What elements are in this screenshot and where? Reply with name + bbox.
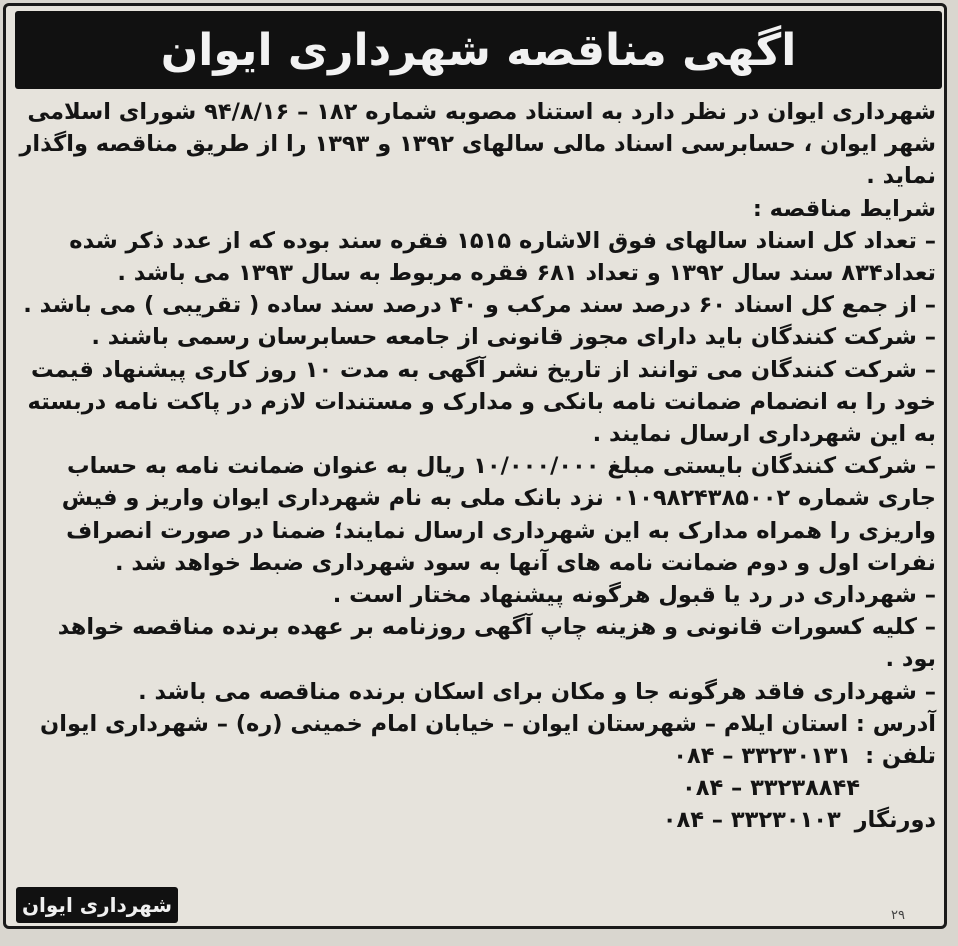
phone-label: تلفن :	[865, 743, 936, 770]
condition-item: – شرکت کنندگان باید دارای مجوز قانونی از جامعه حسابرسان رسمی باشند .	[91, 324, 936, 351]
phone-number-1: ۰۸۴ – ۳۳۲۳۰۱۳۱	[673, 743, 852, 770]
address-line: آدرس : استان ایلام – شهرستان ایوان – خیابان امام خمینی (ره) – شهرداری ایوان	[40, 710, 936, 737]
phone-row-2	[18, 772, 936, 804]
phone-number-2: ۰۸۴ – ۳۳۲۳۸۸۴۴	[682, 775, 860, 802]
fax-row	[18, 804, 936, 836]
condition-item: – شهرداری فاقد هرگونه جا و مکان برای اسکان برنده مناقصه می باشد .	[138, 678, 936, 705]
page-number: ۲۹	[891, 908, 905, 923]
condition-item: – شرکت کنندگان می توانند از تاریخ نشر آگهی به مدت ۱۰ روز کاری پیشنهاد قیمت خود را به انضمام ضمانت نامه بانکی و مدارک و مستندات لازم در پاکت نامه دربسته به این شهرداری ارسال نمایند .	[27, 356, 936, 448]
fax-label: دورنگار	[854, 807, 936, 834]
condition-item: – از جمع کل اسناد ۶۰ درصد سند مرکب و ۴۰ درصد سند ساده ( تقریبی ) می باشد .	[23, 292, 936, 319]
notice-body	[18, 96, 936, 837]
condition-item: – تعداد کل اسناد سالهای فوق الاشاره ۱۵۱۵ فقره سند بوده که از عدد ذکر شده تعداد۸۳۴ سند سال ۱۳۹۲ و تعداد ۶۸۱ فقره مربوط به سال ۱۳۹۳ می باشد .	[69, 227, 936, 287]
phone-row	[18, 740, 936, 772]
fax-number: ۰۸۴ – ۳۳۲۳۰۱۰۳	[662, 807, 841, 834]
condition-item: – شهرداری در رد یا قبول هرگونه پیشنهاد مختار است .	[332, 582, 936, 609]
condition-item: – کلیه کسورات قانونی و هزینه چاپ آگهی روزنامه بر عهده برنده مناقصه خواهد بود .	[57, 614, 936, 673]
condition-item: – شرکت کنندگان بایستی مبلغ ۱۰/۰۰۰/۰۰۰ ریال به عنوان ضمانت نامه به حساب جاری شماره ۰۱۰۹۸۲۴۳۸۵۰۰۲ نزد بانک ملی به نام شهرداری ایوان واریز و فیش واریزی را همراه مدارک به این شهرداری ارسال نمایند؛ ضمنا در صورت انصراف نفرات اول و دوم ضمانت نامه های آنها به سود شهرداری ضبط خواهد شد .	[61, 453, 936, 576]
intro-paragraph: شهرداری ایوان در نظر دارد به استناد مصوبه شماره ۱۸۲ – ۹۴/۸/۱۶ شورای اسلامی شهر ایوان ، حسابرسی اسناد مالی سالهای ۱۳۹۲ و ۱۳۹۳ را از طریق مناقصه واگذار نماید .	[19, 99, 936, 190]
contact-block	[18, 740, 936, 837]
notice-title-bar	[15, 11, 942, 89]
notice-title: اگهی مناقصه شهرداری ایوان	[160, 24, 797, 76]
signature-text: شهرداری ایوان	[21, 893, 173, 917]
conditions-heading: شرایط مناقصه :	[752, 195, 936, 222]
signature-badge	[16, 887, 178, 923]
